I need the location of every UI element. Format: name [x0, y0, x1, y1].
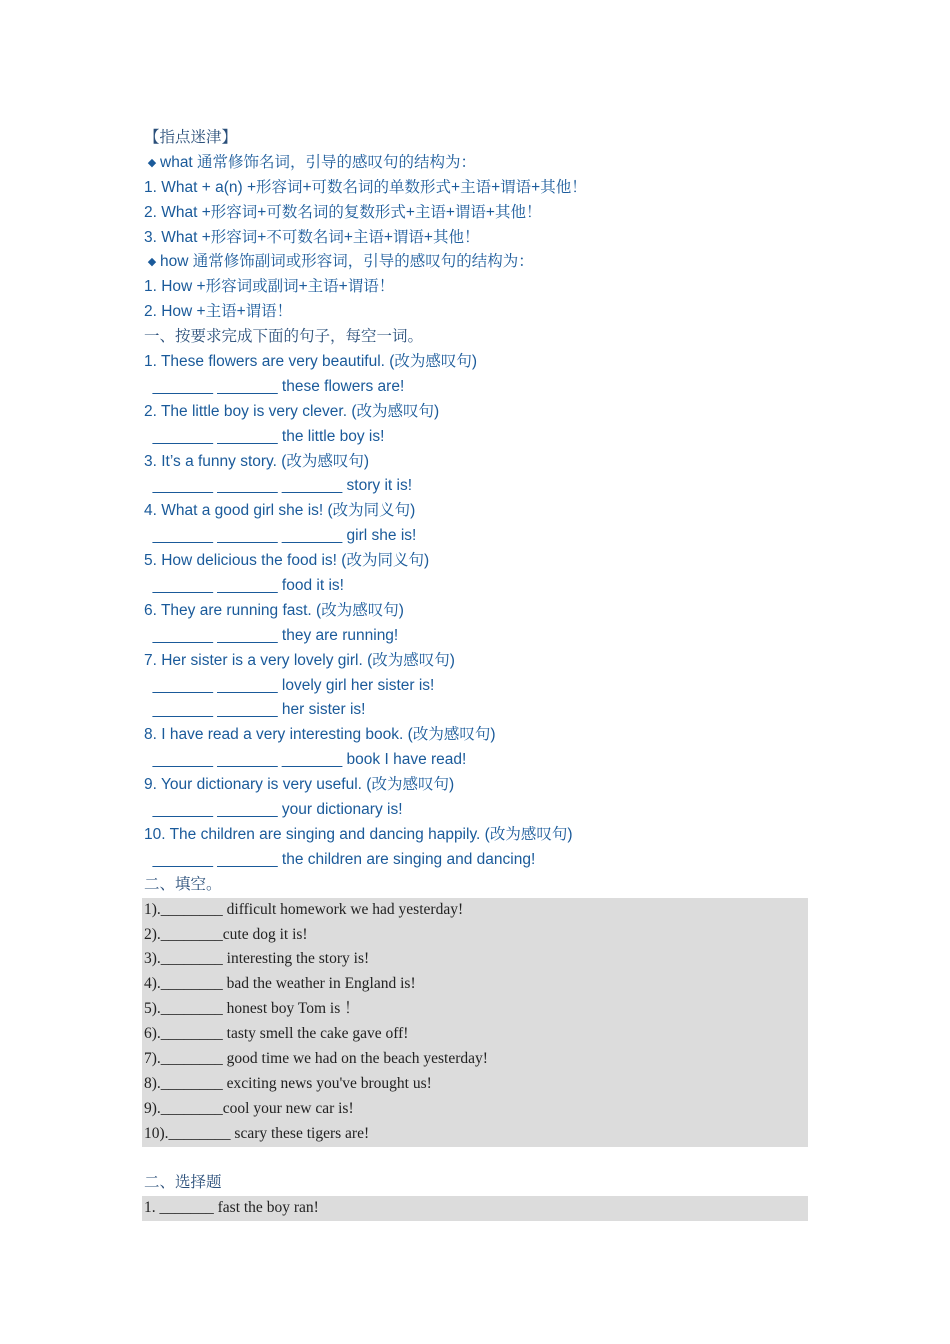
exercise-line: _______ _______ these flowers are! [144, 377, 405, 395]
section1-exercises [144, 350, 806, 873]
tip-line: ◆ how 通常修饰副词或形容词，引导的感叹句的结构为： [144, 250, 806, 275]
exercise-line: _______ _______ they are running! [144, 626, 399, 644]
fill-blank-line: 10).________ scary these tigers are! [144, 1124, 370, 1142]
exercise-line: 9. Your dictionary is very useful. (改为感叹句) [144, 776, 455, 794]
exercise-line: _______ _______ the little boy is! [144, 427, 385, 445]
fill-blank-line: 1).________ difficult homework we had yesterday! [144, 900, 464, 918]
exercise-line: 7. Her sister is a very lovely girl. (改为感叹句) [144, 651, 455, 669]
section1-heading: 一、按要求完成下面的句子，每空一词。 [144, 328, 424, 346]
fill-blank-line: 8).________ exciting news you've brought us! [144, 1074, 432, 1092]
exercise-line: _______ _______ the children are singing and dancing! [144, 850, 536, 868]
blank-spacer [144, 1147, 806, 1172]
fill-blank-line: 9).________cool your new car is! [144, 1099, 354, 1117]
exercise-line: 10. The children are singing and dancing happily. (改为感叹句) [144, 825, 573, 843]
section3-exercises [142, 1196, 808, 1221]
exercise-line: 5. How delicious the food is! (改为同义句) [144, 552, 430, 570]
exercise-line: _______ _______ lovely girl her sister is! [144, 676, 435, 694]
exercise-line: _______ _______ _______ story it is! [144, 477, 413, 495]
exercise-line: 6. They are running fast. (改为感叹句) [144, 601, 404, 619]
fill-blank-line: 2).________cute dog it is! [144, 925, 308, 943]
exercise-line: 2. The little boy is very clever. (改为感叹句) [144, 402, 440, 420]
fill-blank-line: 7).________ good time we had on the beach yesterday! [144, 1049, 488, 1067]
tips-title: 【指点迷津】 [144, 129, 238, 146]
exercise-line: _______ _______ _______ book I have read! [144, 751, 467, 769]
tips-list [144, 151, 806, 325]
exercise-line: 4. What a good girl she is! (改为同义句) [144, 502, 416, 520]
exercise-line: 3. It’s a funny story. (改为感叹句) [144, 452, 370, 470]
tip-line: 2. How +主语+谓语！ [144, 303, 293, 321]
worksheet [144, 126, 806, 1221]
exercise-line: 1. These flowers are very beautiful. (改为感叹句) [144, 353, 478, 371]
exercise-line: _______ _______ your dictionary is! [144, 801, 403, 819]
tip-line: 1. How +形容词或副词+主语+谓语！ [144, 278, 395, 296]
tip-line: 3. What +形容词+不可数名词+主语+谓语+其他！ [144, 228, 480, 246]
exercise-line: _______ _______ _______ girl she is! [144, 527, 417, 545]
exercise-line: _______ _______ her sister is! [144, 701, 366, 719]
fill-blank-line: 5).________ honest boy Tom is ！ [144, 1000, 360, 1018]
exercise-line: _______ _______ food it is! [144, 577, 344, 595]
section3-heading: 二、选择题 [144, 1174, 222, 1192]
choice-question-line: 1. _______ fast the boy ran! [144, 1199, 319, 1217]
fill-blank-line: 6).________ tasty smell the cake gave off! [144, 1025, 409, 1043]
diamond-bullet-icon: ◆ [147, 256, 157, 269]
section2-heading: 二、填空。 [144, 875, 222, 893]
fill-blank-line: 3).________ interesting the story is! [144, 950, 370, 968]
tip-line: 1. What + a(n) +形容词+可数名词的单数形式+主语+谓语+其他！ [144, 178, 587, 196]
exercise-line: 8. I have read a very interesting book. (改为感叹句) [144, 726, 496, 744]
fill-blank-line: 4).________ bad the weather in England is! [144, 975, 416, 993]
section2-exercises [142, 898, 808, 1147]
tip-line: 2. What +形容词+可数名词的复数形式+主语+谓语+其他！ [144, 203, 542, 221]
tip-line: ◆ what 通常修饰名词，引导的感叹句的结构为： [144, 151, 806, 176]
diamond-bullet-icon: ◆ [147, 156, 157, 169]
